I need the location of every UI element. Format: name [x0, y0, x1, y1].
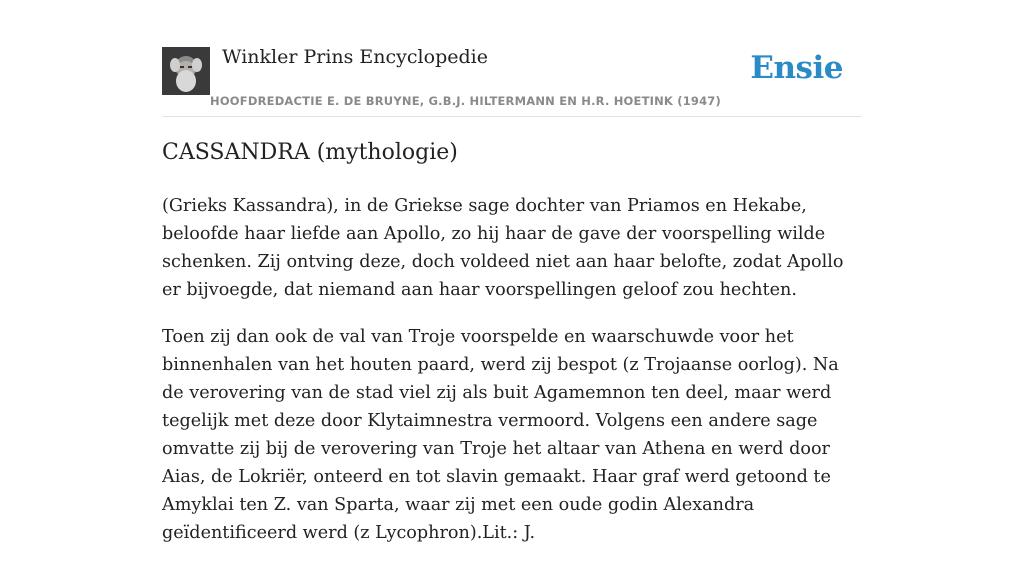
portrait-image: [162, 47, 210, 95]
site-name[interactable]: Winkler Prins Encyclopedie: [222, 46, 488, 68]
site-header: [162, 0, 862, 117]
page-container: [162, 0, 862, 543]
article-paragraph: Toen zij dan ook de val van Troje voorspelde en waarschuwde voor het binnenhalen van het houten paard, werd zij bespot (z Trojaanse oorlog). Na de verovering van de stad viel zij als buit Agamemnon ten deel, maar werd tegelijk met deze door Klytaimnestra vermoord. Volgens een andere sage omvatte zij bij de verovering van Troje het altaar van Athena en werd door Aias, de Lokriër, onteerd en tot slavin gemaakt. Haar graf werd getoond te Amyklai ten Z. van Sparta, waar zij met een oude godin Alexandra geïdentificeerd werd (z Lycophron).Lit.: J.: [162, 327, 839, 543]
editors-subtitle: HOOFDREDACTIE E. DE BRUYNE, G.B.J. HILTERMANN EN H.R. HOETINK (1947): [210, 94, 721, 108]
article-title: CASSANDRA (mythologie): [162, 140, 458, 165]
article-body: [162, 192, 862, 566]
editor-portrait-avatar: [162, 47, 210, 95]
ensie-logo-link[interactable]: Ensie: [750, 50, 843, 86]
article-paragraph: (Grieks Kassandra), in de Griekse sage dochter van Priamos en Hekabe, beloofde haar liefde aan Apollo, zo hij haar de gave der voorspelling wilde schenken. Zij ontving deze, doch voldeed niet aan haar belofte, zodat Apollo er bijvoegde, dat niemand aan haar voorspellingen geloof zou hechten.: [162, 196, 844, 300]
